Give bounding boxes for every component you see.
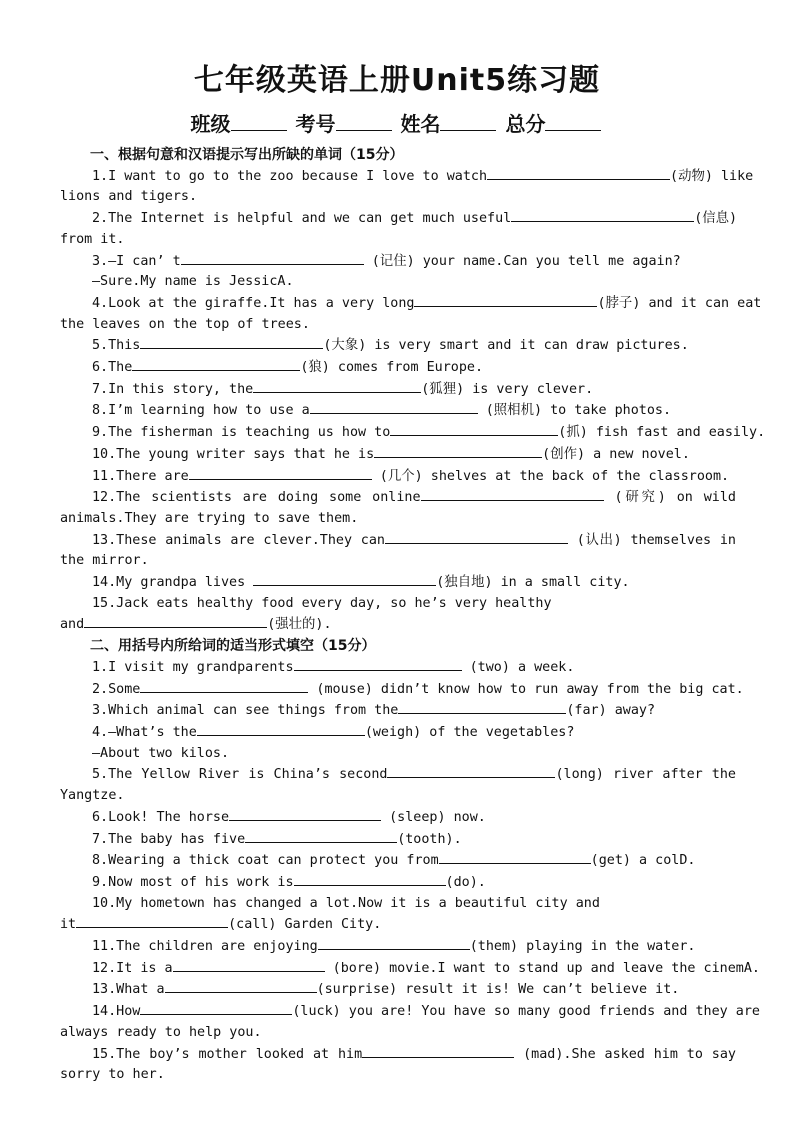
score-blank[interactable] <box>545 112 601 131</box>
s2-q6-blank[interactable] <box>229 807 381 821</box>
s1-q9-blank[interactable] <box>390 422 558 436</box>
s2-q11-blank[interactable] <box>318 936 470 950</box>
s1-q15-line2: and (强壮的). <box>60 614 736 636</box>
score-label: 总分 <box>505 112 546 136</box>
s1-q4-blank[interactable] <box>414 293 597 307</box>
s2-q15-blank[interactable] <box>362 1044 514 1058</box>
s2-q9-blank[interactable] <box>294 872 446 886</box>
s1-q12-blank[interactable] <box>421 487 604 501</box>
s2-q2-blank[interactable] <box>140 679 308 693</box>
s1-q13-line1: 13.These animals are clever.They can (认出) themselves in <box>60 530 736 552</box>
s2-q2-line: 2.Some (mouse) didn’t know how to run away from the big cat. <box>60 679 736 701</box>
s1-q2-line1: 2.The Internet is helpful and we can get much useful (信息) <box>60 208 736 230</box>
s1-q3-blank[interactable] <box>181 251 364 265</box>
s2-q10-line2: it (call) Garden City. <box>60 914 736 936</box>
s2-q13-line: 13.What a (surprise) result it is! We can’t believe it. <box>60 979 736 1001</box>
s1-q2-blank[interactable] <box>511 208 694 222</box>
s2-q9-line: 9.Now most of his work is (do). <box>60 872 736 894</box>
s1-q8-line: 8.I’m learning how to use a (照相机) to take photos. <box>60 400 736 422</box>
s1-q6-blank[interactable] <box>132 357 300 371</box>
s2-q12-blank[interactable] <box>173 958 325 972</box>
s1-q14-blank[interactable] <box>253 572 436 586</box>
s2-q15-line1: 15.The boy’s mother looked at him (mad).She asked him to say <box>60 1044 736 1066</box>
s1-q2-line2: from it. <box>60 231 125 247</box>
s1-q9-line: 9.The fisherman is teaching us how to (抓) fish fast and easily. <box>60 422 736 444</box>
s2-q3-line: 3.Which animal can see things from the (far) away? <box>60 700 736 722</box>
s2-q11-line: 11.The children are enjoying (them) playing in the water. <box>60 936 736 958</box>
s1-q10-line: 10.The young writer says that he is (创作) a new novel. <box>60 444 736 466</box>
s2-q10-blank[interactable] <box>76 914 228 928</box>
s1-q5-line: 5.This (大象) is very smart and it can draw pictures. <box>60 335 736 357</box>
s2-q10-line1: 10.My hometown has changed a lot.Now it is a beautiful city and <box>92 895 600 911</box>
s1-q3-line1: 3.—I can’ t (记住) your name.Can you tell me again? <box>60 251 736 273</box>
s2-q1-blank[interactable] <box>294 657 462 671</box>
s1-q4-line2: the leaves on the top of trees. <box>60 316 310 332</box>
number-blank[interactable] <box>336 112 392 131</box>
s1-q1-blank[interactable] <box>487 166 670 180</box>
page-title: 七年级英语上册Unit5练习题 <box>193 63 601 98</box>
student-info-line <box>0 109 794 139</box>
s1-q1-line2: lions and tigers. <box>60 189 198 205</box>
s2-q15-line2: sorry to her. <box>60 1067 165 1083</box>
s2-q4-line2: —About two kilos. <box>92 745 230 761</box>
class-blank[interactable] <box>231 112 287 131</box>
s1-q7-blank[interactable] <box>253 379 421 393</box>
s1-q8-blank[interactable] <box>310 400 478 414</box>
section2-heading: 二、用括号内所给词的适当形式填空（15分） <box>90 638 376 655</box>
s2-q14-line2: always ready to help you. <box>60 1024 262 1040</box>
s2-q3-blank[interactable] <box>398 700 566 714</box>
s1-q15-blank[interactable] <box>84 614 267 628</box>
s1-q11-blank[interactable] <box>189 466 372 480</box>
s1-q12-line2: animals.They are trying to save them. <box>60 510 359 526</box>
number-label: 考号 <box>295 112 336 136</box>
name-label: 姓名 <box>400 112 441 136</box>
s1-q15-line1: 15.Jack eats healthy food every day, so he’s very healthy <box>92 595 552 611</box>
name-blank[interactable] <box>440 112 496 131</box>
s1-q3-line2: —Sure.My name is JessicA. <box>92 274 294 290</box>
s2-q7-line: 7.The baby has five (tooth). <box>60 829 736 851</box>
exercise-content <box>60 145 766 1086</box>
s2-q5-blank[interactable] <box>387 764 555 778</box>
s1-q14-line: 14.My grandpa lives (独自地) in a small city. <box>60 572 736 594</box>
s1-q6-line: 6.The (狼) comes from Europe. <box>60 357 736 379</box>
s2-q4-blank[interactable] <box>197 722 365 736</box>
s1-q7-line: 7.In this story, the (狐狸) is very clever. <box>60 379 736 401</box>
class-label: 班级 <box>190 112 231 136</box>
s2-q13-blank[interactable] <box>165 979 317 993</box>
s1-q12-line1: 12.The scientists are doing some online (研究) on wild <box>60 487 736 509</box>
s1-q13-line2: the mirror. <box>60 553 149 569</box>
s2-q14-line1: 14.How (luck) you are! You have so many good friends and they are <box>60 1001 736 1023</box>
s1-q13-blank[interactable] <box>385 530 568 544</box>
s2-q4-line1: 4.—What’s the (weigh) of the vegetables? <box>60 722 736 744</box>
s2-q8-blank[interactable] <box>439 850 591 864</box>
section1-heading: 一、根据句意和汉语提示写出所缺的单词（15分） <box>90 147 404 163</box>
s1-q11-line: 11.There are (几个) shelves at the back of the classroom. <box>60 466 736 488</box>
s2-q7-blank[interactable] <box>245 829 397 843</box>
s1-q4-line1: 4.Look at the giraffe.It has a very long (脖子) and it can eat <box>60 293 736 315</box>
s2-q12-line: 12.It is a (bore) movie.I want to stand up and leave the cinemA. <box>60 958 736 980</box>
s1-q5-blank[interactable] <box>140 335 323 349</box>
s2-q8-line: 8.Wearing a thick coat can protect you from (get) a colD. <box>60 850 736 872</box>
s2-q14-blank[interactable] <box>140 1001 292 1015</box>
s1-q1-line1: 1.I want to go to the zoo because I love to watch (动物) like <box>60 166 736 188</box>
s1-q10-blank[interactable] <box>374 444 542 458</box>
s2-q6-line: 6.Look! The horse (sleep) now. <box>60 807 736 829</box>
s2-q5-line1: 5.The Yellow River is China’s second (long) river after the <box>60 764 736 786</box>
s2-q5-line2: Yangtze. <box>60 788 125 804</box>
s2-q1-line: 1.I visit my grandparents (two) a week. <box>60 657 736 679</box>
